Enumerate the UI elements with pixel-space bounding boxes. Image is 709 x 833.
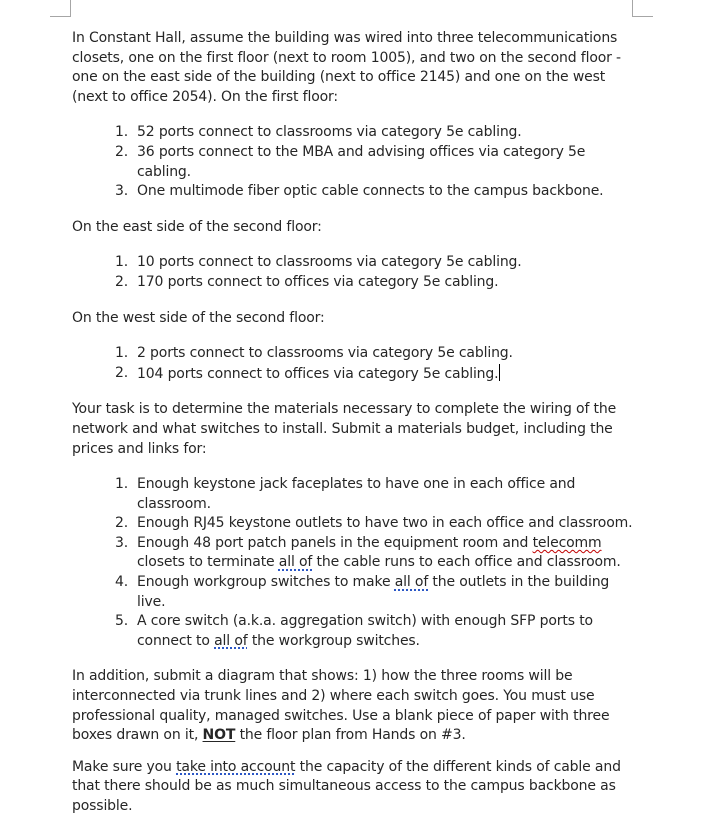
- east-list: [72, 253, 637, 292]
- intro-paragraph: In Constant Hall, assume the building was wired into three telecommunications closets, one on the first floor (next to room 1005), and two on the second floor - one on the east side of the building (next to office 2145) and one on the west (next to office 2054). On the first floor:: [72, 30, 621, 105]
- list-item: 2. 170 ports connect to offices via category 5e cabling.: [115, 273, 499, 290]
- text-cursor: [499, 364, 500, 381]
- materials-list: [72, 475, 637, 651]
- list-item: 5. A core switch (a.k.a. aggregation switch) with enough SFP ports to connect to all of the workgroup switches.: [115, 613, 593, 649]
- list-item: 4. Enough workgroup switches to make all of the outlets in the building live.: [115, 574, 610, 610]
- list-item: 3. One multimode fiber optic cable connects to the campus backbone.: [115, 183, 604, 200]
- list-item: 1. 52 ports connect to classrooms via category 5e cabling.: [115, 124, 522, 141]
- first-floor-list: [72, 123, 637, 201]
- final-paragraph: Make sure you take into account the capacity of the different kinds of cable and that there should be as much simultaneous access to the campus backbone as possible.: [72, 758, 621, 814]
- list-item: 1. 10 ports connect to classrooms via category 5e cabling.: [115, 254, 522, 271]
- list-item: 2. 104 ports connect to offices via category 5e cabling.: [115, 364, 499, 382]
- grammar-flag[interactable]: all of: [394, 574, 429, 591]
- list-item: 1. 2 ports connect to classrooms via category 5e cabling.: [115, 345, 513, 362]
- grammar-flag[interactable]: all of: [278, 554, 313, 571]
- west-list: [72, 344, 637, 384]
- emphasis-not: NOT: [202, 727, 236, 744]
- margin-corner-mark: [632, 0, 653, 17]
- task-paragraph: Your task is to determine the materials necessary to complete the wiring of the network and what switches to install. Submit a materials budget, including the prices and links for:: [72, 401, 617, 457]
- spelling-flag[interactable]: telecomm: [532, 534, 602, 551]
- list-item: 1. Enough keystone jack faceplates to have one in each office and classroom.: [115, 476, 576, 512]
- margin-corner-mark: [50, 0, 71, 17]
- east-heading: On the east side of the second floor:: [72, 218, 322, 235]
- list-item: 2. Enough RJ45 keystone outlets to have two in each office and classroom.: [115, 515, 633, 532]
- list-item: 3. Enough 48 port patch panels in the equipment room and telecomm closets to terminate all of the cable runs to each office and classroom.: [115, 534, 621, 571]
- west-heading: On the west side of the second floor:: [72, 309, 325, 326]
- grammar-flag[interactable]: take into account: [176, 758, 296, 775]
- list-item: 2. 36 ports connect to the MBA and advising offices via category 5e cabling.: [115, 143, 586, 180]
- grammar-flag[interactable]: all of: [214, 632, 248, 649]
- addition-paragraph: In addition, submit a diagram that shows: 1) how the three rooms will be interconnected via trunk lines and 2) where each switch goes. You must use professional quality, managed switches. Use a blank piece of paper with three boxes drawn on it, NOT the floor plan from Hands on #3.: [72, 668, 610, 744]
- document-body[interactable]: [72, 29, 637, 833]
